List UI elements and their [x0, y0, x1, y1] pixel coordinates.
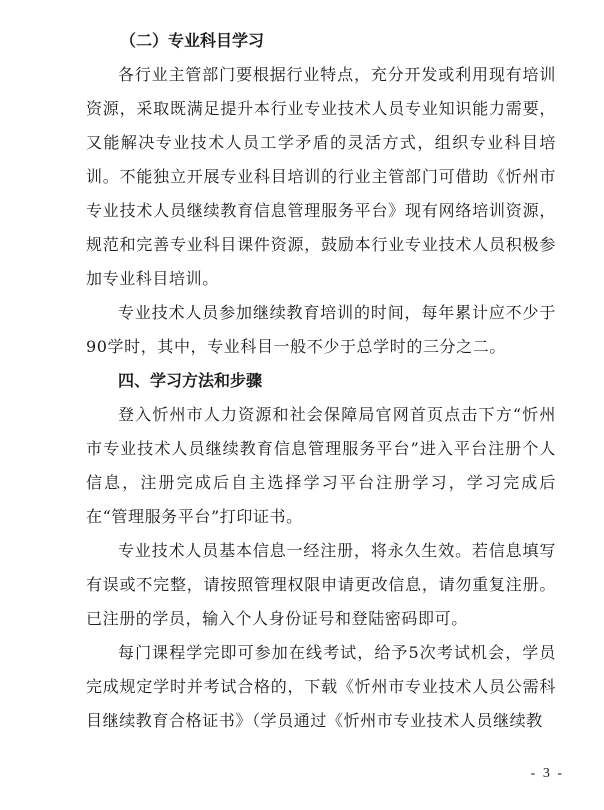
section-heading-learning-methods: 四、学习方法和步骤: [118, 371, 263, 390]
paragraph-registration-info: 专业技术人员基本信息一经注册，将永久生效。若信息填写有误或不完整，请按照管理权限申请更改信息，请勿重复注册。已注册的学员，输入个人身份证号和登陆密码即可。: [86, 541, 556, 628]
section-heading-professional-subjects: （二）专业科目学习: [120, 31, 265, 50]
document-body: [86, 24, 556, 738]
paragraph-online-exam: 每门课程学完即可参加在线考试，给予5次考试机会，学员完成规定学时并考试合格的，下载《忻州市专业技术人员公需科目继续教育合格证书》（学员通过《忻州市专业技术人员继续教: [86, 643, 556, 730]
paragraph-registration-steps: 登入忻州市人力资源和社会保障局官网首页点击下方“忻州市专业技术人员继续教育信息管理服务平台”进入平台注册个人信息，注册完成后自主选择学习平台注册学习，学习完成后在“管理服务平台”打印证书。: [86, 405, 556, 526]
paragraph-training-resources: 各行业主管部门要根据行业特点，充分开发或利用现有培训资源，采取既满足提升本行业专业技术人员专业知识能力需要，又能解决专业技术人员工学矛盾的灵活方式，组织专业科目培训。不能独立开展专业科目培训的行业主管部门可借助《忻州市专业技术人员继续教育信息管理服务平台》现有网络培训资源，规范和完善专业科目课件资源，鼓励本行业专业技术人员积极参加专业科目培训。: [86, 65, 556, 288]
paragraph-training-hours: 专业技术人员参加继续教育培训的时间，每年累计应不少于90学时，其中，专业科目一般不少于总学时的三分之二。: [86, 303, 556, 356]
page-number: - 3 -: [530, 766, 564, 781]
